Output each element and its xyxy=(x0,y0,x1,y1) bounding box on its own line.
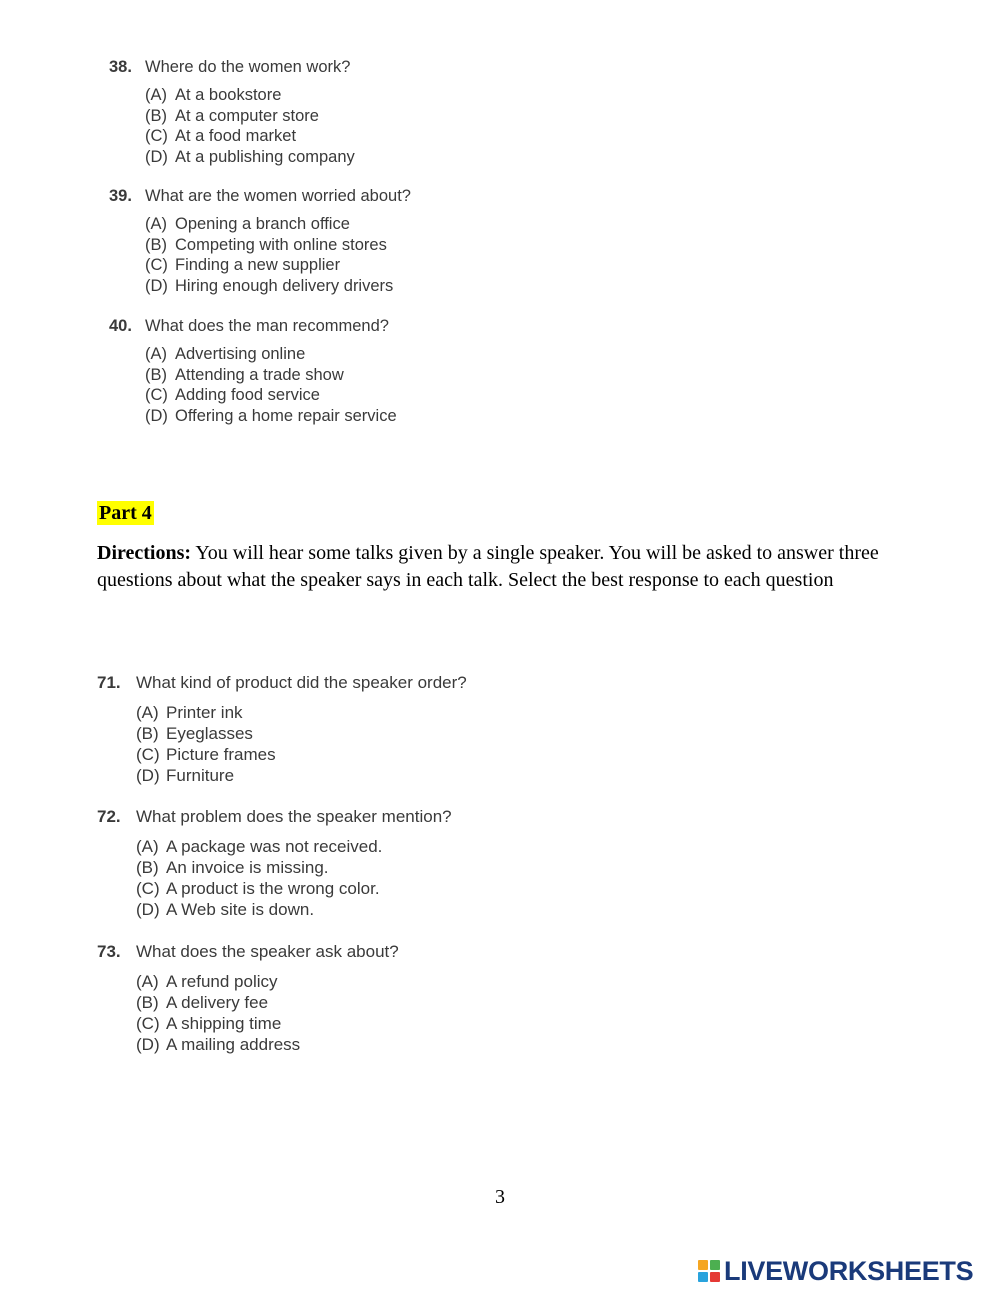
logo-text: LIVEWORKSHEETS xyxy=(724,1255,974,1286)
question-number: 71. xyxy=(97,673,121,692)
option-a: (A) A package was not received. xyxy=(136,837,383,856)
option-b: (B) At a computer store xyxy=(145,106,319,125)
question-text: What does the man recommend? xyxy=(145,317,389,335)
option-b: (B) An invoice is missing. xyxy=(136,858,329,877)
question-text: What problem does the speaker mention? xyxy=(136,807,452,826)
question-73 xyxy=(97,942,399,1055)
option-d: (D) Hiring enough delivery drivers xyxy=(145,276,394,295)
directions-text: You will hear some talks given by a single speaker. You will be asked to answer three questions about what the speaker says in each talk. Select the best response to each question xyxy=(97,542,879,591)
option-c: (C) Adding food service xyxy=(145,386,320,404)
question-40 xyxy=(109,317,397,426)
option-d: (D) A mailing address xyxy=(136,1035,301,1054)
question-stem xyxy=(97,673,467,693)
question-number: 38. xyxy=(109,58,132,76)
question-stem xyxy=(109,317,397,336)
part-heading: Part 4 xyxy=(99,502,152,524)
option-c: (C) Picture frames xyxy=(136,745,276,764)
question-text: What kind of product did the speaker order? xyxy=(136,673,467,692)
logo-grid-icon xyxy=(698,1260,720,1282)
page-number: 3 xyxy=(495,1186,505,1208)
question-number: 73. xyxy=(97,942,121,961)
option-c: (C) Finding a new supplier xyxy=(145,256,341,274)
option-c: (C) At a food market xyxy=(145,127,297,145)
option-d: (D) Offering a home repair service xyxy=(145,406,397,425)
option-a: (A) A refund policy xyxy=(136,972,278,991)
question-38 xyxy=(109,58,355,167)
question-number: 40. xyxy=(109,317,132,335)
question-stem xyxy=(97,942,399,962)
question-39 xyxy=(109,187,411,296)
liveworksheets-logo xyxy=(698,1256,973,1286)
option-d: (D) At a publishing company xyxy=(145,147,355,166)
option-b: (B) Attending a trade show xyxy=(145,365,344,384)
option-d: (D) Furniture xyxy=(136,766,235,785)
option-a: (A) Opening a branch office xyxy=(145,215,350,233)
option-d: (D) A Web site is down. xyxy=(136,900,315,919)
directions-label: Directions: xyxy=(97,542,192,564)
question-text: What does the speaker ask about? xyxy=(136,942,399,961)
option-a: (A) At a bookstore xyxy=(145,86,282,104)
option-b: (B) Eyeglasses xyxy=(136,724,253,743)
option-b: (B) A delivery fee xyxy=(136,993,269,1012)
question-text: What are the women worried about? xyxy=(145,187,411,205)
question-number: 72. xyxy=(97,807,121,826)
option-c: (C) A shipping time xyxy=(136,1014,282,1033)
question-71 xyxy=(97,673,467,786)
option-b: (B) Competing with online stores xyxy=(145,235,387,254)
option-a: (A) Advertising online xyxy=(145,345,306,363)
option-a: (A) Printer ink xyxy=(136,703,243,722)
question-text: Where do the women work? xyxy=(145,58,351,76)
question-72 xyxy=(97,807,452,920)
question-stem xyxy=(97,807,452,827)
question-stem xyxy=(109,187,411,206)
question-stem xyxy=(109,58,355,77)
directions-paragraph xyxy=(97,540,897,593)
option-c: (C) A product is the wrong color. xyxy=(136,879,380,898)
question-number: 39. xyxy=(109,187,132,205)
